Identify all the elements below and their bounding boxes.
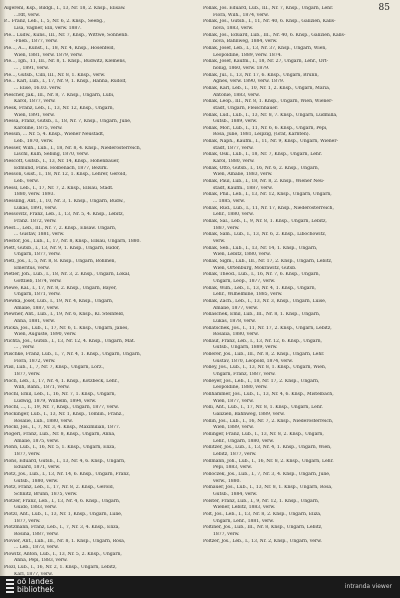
entry-line: Pollinger, Franz, Lub., I., 13, Nr. 8, 2. Knsp., Ungarn, [203, 432, 324, 437]
entry-line: Plescott, Gutsb., I., 13, Nr. 14, Knsp., Hohenbauer, [4, 159, 120, 165]
entry-line: 1887, verw. [213, 225, 240, 231]
entry-line: Pollak, Seb., Lub., I., 13, Nr. 14, 1. Knsp., Ungarn, [203, 245, 318, 251]
entry-line: Pollak, Josef, Kaufm., I., 18, Nr. 27, Ungarn, Lehr., Ort- [203, 59, 328, 65]
entry-line: Lehr., Ungarn, 1880, verw. [213, 438, 275, 444]
entry-line: Wien, Amalie, 1883, verw. [213, 172, 273, 178]
entry-line: Eduard, 1871, verw. [14, 465, 61, 471]
viewer-label: intranda viewer [344, 583, 392, 590]
entry-line: Antonie, 1883, verw. [213, 92, 260, 98]
library-logo-icon [6, 578, 14, 594]
entry-line: Plesk, Franz, Leb., I., 13, Nr. 12, Knsp., Ungarn, [4, 105, 114, 111]
entry-line: ... Elise, 16.03. verw. [14, 85, 62, 91]
entry-line: Plessovitz, Franz, Leb., I., 13, Nr. 5, 4. Knsp., Lebitz, [4, 212, 124, 218]
entry-line: Karoline, 1875, verw. [14, 125, 63, 131]
entry-line: Pollak, Lud., Lub., I., 13, Nr. 8, 7. Knsp., Ungarn, Ludmilla, [203, 112, 338, 118]
entry-line: Agnes, verw. 1890, verw. 1879. [213, 79, 285, 85]
entry-line: Ple... Ludw., Kuns., III., Nr. 7, Knsp., Wittwe, Sonnenb. [4, 32, 129, 38]
entry-line: Anna, 1881, verw. [14, 318, 56, 324]
entry-line: Gustav, 1870, Leopold, 1874, verw. [213, 358, 293, 364]
entry-line: 1877, verw. [213, 531, 240, 537]
entry-line: Pollak, Theod., Lub., I., 16, Nr. 7, 6. Knsp., Ungarn, [203, 272, 320, 278]
entry-line: Ungarn, Lehr., 1881, verw. [213, 518, 275, 524]
entry-line: nova, Bahnweg, 1884, verw. [213, 39, 278, 45]
entry-line: Pollak, Jul., I., 13, Nr. 17, 6. Knsp., Ungarn, Brünn, [203, 72, 319, 78]
entry-line: Plötzl, Ant., Lub., I., 13, Nr. 1, Knsp., Ungarn, Lulie, [4, 511, 123, 517]
entry-line: -Flieb., 1877, verw. [14, 39, 58, 45]
entry-line: Edmund, Flins. Holbenach, 1877, Bezirk. [14, 165, 108, 171]
entry-line: Polt, Jos., Leb., I., 13, Nr. 8, 2. Knsp., Ungarn, Eliza, [203, 511, 322, 517]
entry-line: Ungarn, Leop., 1877, verw. [213, 278, 276, 284]
entry-line: Pollerer, Jos., Lub., III., Nr. 8, 2. Knsp., Ungarn, Lehr. [203, 352, 325, 358]
entry-line: honig, 1860, verw. 1879. [213, 65, 270, 71]
entry-line: Plötzer, Franz, Leb., I., 13, Nr. 4, 6. Knsp., Ungarn, [4, 498, 121, 504]
entry-line: Pollak, Phil., Leb., I., 13, Nr. 12, Knsp., Ungarn, Ungarn, [203, 192, 332, 198]
entry-line: Flora, 1872, verw. [14, 358, 56, 364]
entry-line: Plessa, Franz, Gutsb., I., 18, Nr. 7, Knsp., Ungarn, Julie, [4, 119, 132, 125]
entry-line: Lukas, 1891, verw. [14, 205, 57, 211]
entry-line: Plestor, Jos., Lub., I., 17, Nr. 8, Knsp., Ellsau, Ungarn, 1880. [4, 238, 141, 244]
entry-line: Plesser, Wilh., Lub., I., 18, Nr. 8, 4. Knsp., Niederösterreich, [4, 145, 142, 151]
entry-line: Pollitzer, Jos., Lub., I., 13, Nr. 4, 1. Knsp., Ungarn, Wien, [203, 445, 332, 451]
entry-line: Ple..., Gutsb., Cilli, III., Nr. 8, 1. Knsp., verw. [4, 72, 106, 78]
entry-line: Gutsb., 1884, verw. [213, 491, 258, 497]
entry-line: Wien, 1889, verw. [213, 425, 254, 431]
entry-line: Gutsb., 1889, verw. [213, 119, 258, 125]
entry-line: Pollak, Karl, Leb., I., 10, Nr. 1, 2. Knsp., Ungarn, Maria, [203, 85, 331, 91]
entry-line: Pollak, Josef, Leb., I., 13, Nr. 37, Knsp., Ungarn, Wien, [203, 45, 327, 51]
entry-line: Ungarn, 1877, verw. [14, 252, 61, 258]
entry-line: Rosalia, 1880, verw. [213, 332, 259, 338]
entry-line: Plewka, Josef, Lub., I., 19, Nr. 4, Knsp., Ungarn, [4, 298, 114, 304]
entry-line: Plessling, Ant., I., 10, Nr. 3, 1. Knsp., Ungarn, Budw., [4, 199, 125, 205]
entry-line: ... , verw. [14, 345, 35, 351]
entry-line: Karol, 1880, verw. [213, 159, 255, 165]
entry-line: ... Leb., 1873, verw. [14, 545, 59, 551]
entry-line: Ludwig, 1879, Wilhelm, 1894, verw. [14, 398, 97, 404]
entry-line: Pollhammer, Jos., Lub., I., 13, Nr. 4, 6. Knsp., Mistelbach, [203, 392, 334, 398]
entry-line: Franz. 1872, verw. [14, 219, 57, 224]
viewer-footer [0, 576, 400, 598]
entry-line: Anna, Pepi, 1883, verw. [14, 558, 68, 564]
entry-line: ...rdt, verw. [14, 12, 40, 18]
entry-line: Polster, Franz, Lub., I., 9, Nr. 12, 1. Knsp., Ungarn, [203, 498, 320, 504]
entry-line: verw., 1880. [213, 478, 241, 484]
entry-line: Plözl, Lub., I., 16, Nr. 2, 1. Knsp., Ungarn, Lebitz, [4, 565, 117, 571]
entry-line: Plotz, Franz, Leb., I., 17, Nr. 8, 2. Knsp., Gerold, [4, 485, 114, 491]
entry-line: ... 1885, verw. [213, 199, 246, 205]
entry-line: Flora, Wilh., 1874, verw. [213, 12, 269, 18]
library-logo[interactable] [6, 578, 54, 594]
entry-line: Plewe, Kal., I., 17, Nr. 8, 2. Knsp., Ungarn, Bayer, [4, 285, 117, 291]
entry-line: Polleyer, Jos., Leb., I., 18, Nr. 17, 2. Knsp., Ungarn, [203, 378, 320, 384]
entry-line: Ungarn, Franz, 1887, verw. [213, 372, 276, 378]
entry-line: Guido, 1883, verw. [14, 505, 57, 511]
entry-line: stadt, Ungarn, Fleischhauer. [213, 105, 279, 111]
entry-line: Ple... Karl, Lub., I., 17, Nr. 9, 1. Knsp., Hanna, Rudolf, [4, 79, 127, 85]
entry-line: Wien, 1891, verw. [14, 112, 55, 118]
entry-line: Pollak, Sam., Lub., I., 13, Nr. 6, 2. Knsp., Libochowitz, [203, 232, 327, 238]
entry-line: 1877, verw. [14, 518, 41, 524]
entry-line: P... Franz, Leb., I., 5, Nr. 6, 2. Knsp., Seebg., [4, 19, 105, 25]
entry-line: Pollmann, Joh., Lub., I., 16, Nr. 8, 2. Knsp., Ungarn, Lehr. [203, 458, 334, 464]
entry-line: Pollak, Naph., Kaufm., I., 11, Nr. 9, Knsp., Ungarn, Wiener- [203, 139, 338, 145]
entry-line: Plesson, Gust., I., 18, Nr. 12, 1. Knsp., Lehrer, Gerold, [4, 172, 127, 178]
entry-line: 1877, verw. [14, 372, 41, 378]
entry-line: Plewner, Ant., Lub., I., 19, Nr. 6, Knsp., Kl. Steinfeld, [4, 312, 125, 318]
page-number: 85 [378, 3, 390, 13]
entry-line: Plöckinger, Lub., I., 13, Nr. 1, Knsp., Tomlin., Franz., [4, 412, 124, 418]
entry-line: 1877, verw. [14, 451, 41, 457]
entry-line: Pletl, Jos., I., 5, Nr. 8, 8. Knsp., Ungarn, Böhmen, [4, 258, 116, 264]
entry-line: Plest..., Leb., III., Nr. 7, 2. Knsp., Elisaw. Ungarn, [4, 225, 117, 231]
entry-line: Plett, Gutsb., I., 13, Nr. 9, 1. Knsp., Ungarn, Isidor, [4, 245, 120, 251]
entry-line: Plisl, Lub., I., 7, Nr. 7, Knsp., Ungarn, Lorz., [4, 365, 105, 371]
entry-line: 1880, verw. 1893. [14, 192, 55, 198]
entry-line: Polli, Ant., Lub., I., 17, Nr. 8, 1. Knsp., Ungarn, Lehr. [203, 405, 323, 411]
entry-line: Pollak, Wilh., Leb., I., 13, Nr. 4, 1. Knsp., Ungarn, [203, 285, 316, 291]
entry-line: Plichta, Jos., Gutsb., I., 13, Nr. 12, 4. Knsp., Ungarn, Mat. [4, 338, 136, 344]
entry-line: Lukas, 1878, verw. [213, 318, 256, 324]
entry-line: Ploch, Leb., I., 17, Nr. 4, 1. Knsp., Kotzbeck, Lehr., [4, 378, 120, 384]
entry-line: Leopoldine, 1880, verw. [213, 385, 268, 391]
entry-line: Plöhs, Eduard, Gutsb., I., 13, Nr. 4, 6. Knsp., Ungarn, [4, 458, 126, 464]
entry-line: Emeritus, verw. [14, 265, 50, 271]
entry-line: Leb., verw. [14, 179, 39, 185]
entry-line: Wiener, Lebitz, 1883, verw. [213, 505, 276, 511]
entry-line: Pollatschek, Jos., I., 11, Nr. 17, 2. Knsp., Ungarn, Lebitz, [203, 325, 332, 331]
entry-line: Pollak, Leop., III., Nr. 8, 1. Knsp., Ungarn, Wien, Wiener- [203, 99, 333, 105]
entry-line: Leb., 1870, verw. [14, 139, 54, 145]
entry-line: ... Gustav, 1881, verw. [14, 232, 65, 238]
entry-line: Pollak, Jos. Eduard, Lub., III., Nr. 7, Knsp., Ungarn, Lehr. [203, 6, 334, 11]
entry-line: Poltiner, Jos., Lub., III., Nr. 8, Knsp., Ungarn, Lebitz, [203, 525, 323, 531]
left-text-column [4, 6, 194, 576]
entry-line: Wilh, Bahn., 1871, verw. [14, 385, 70, 391]
entry-line: Pollak, Zach., Leb., I., 13, Nr. 3, Knsp., Ungarn, Luise, [203, 298, 327, 304]
entry-line: Pollaschek, Emil, Lub., III., Nr. 8, 1. Knsp., Ungarn, [203, 312, 321, 318]
entry-line: Lischl, Kuln, Sebing, 1870, verw. [14, 152, 89, 158]
entry-line: Pollak, Rud., Lub., I., 11, Nr. 17, Knsp., Niederösterreich, [203, 205, 334, 211]
right-text-column [203, 6, 393, 545]
entry-line: Plötz, Jos., Lub., I., 13, Nr. 14, 6. Knsp., Ungarn, Franz, [4, 471, 131, 477]
entry-line: Pletler, Joh., Lub., I., 18, Nr. 3, 2. Knsp., Ungarn, Lokal, [4, 272, 131, 278]
entry-line: Polloczek, Jos., Lub., I., 7, Nr. 3, 4. Knsp., Ungarn, Julie, [203, 471, 331, 477]
entry-line: Polley, Jos., Lub., I., 13, Nr. 8, 1. Knsp., Ungarn, Wien, [203, 365, 327, 371]
entry-line: Rosina, 1887, verw. [14, 531, 59, 537]
entry-line: Lehr., Wilhelmine, 1885, verw. [213, 292, 283, 298]
entry-line: Poltzer, Jos., Leb., I., 13, Nr. 2, Knsp., Ungarn, verw. [203, 538, 322, 544]
entry-line: Ple..., A..., Kunst., I., 18, Nr. 4, Knsp., Hosenfeld, [4, 45, 115, 51]
entry-line: Plicka, Jos., Lub., I., 17, Nr. 6, 1. Knsp., Ungarn, Janes, [4, 325, 129, 331]
entry-line: ... , 1891, verw. [14, 65, 49, 71]
entry-line: stadt, Kaufm., 1887, verw. [213, 185, 273, 191]
entry-line: Amalie, 1877, verw. [213, 305, 259, 311]
entry-line: Ungarn, 1871, verw. [14, 292, 61, 298]
entry-line: Plessl, Leb., I., 17, Nr. 7, 2. Knsp., Ellsau, Stadt. [4, 185, 114, 191]
entry-line: Pollak, Jos., Eduard, Lub., III., Nr. 40, 6. Knsp., Galizien, Kalls- [203, 32, 346, 38]
entry-line: Lebitz, 1877, verw. [213, 451, 257, 457]
entry-line: Plöhn, Lub., I., 16, Nr. 5, 1. Knsp., Ungarn, Eliza, [4, 445, 116, 451]
entry-line: stadt, 1877, verw. [213, 145, 254, 151]
entry-line: verw. [213, 238, 226, 244]
entry-line: Wien, Auguste, 1890, verw. [14, 332, 77, 338]
entry-line: Leopoldine, 1889, verw. 1874. [213, 52, 282, 58]
entry-line: Polnauer, Jos., Lub., I., 13, Nr. 8, 1. Knsp., Ungarn, Rosa, [203, 485, 333, 491]
entry-line: Lisa, Vagner, Elli, verw. 1887. [14, 25, 82, 31]
entry-line: Gutsb., 1880, verw. [14, 478, 59, 484]
entry-line: Wien, Ortenburg, Mokrawitz, Gutsb. [213, 265, 297, 271]
entry-line: Rosalie, Lub., 1880, verw. [14, 418, 73, 424]
entry-line: Plessin, ... Nr. 5, 4. Knsp., Wiener Neustadt, [4, 132, 105, 138]
entry-line: Pollak, Jos., Gutsb., I., 11, Nr. 40, 6. Knsp., Galizien, Kalls- [203, 19, 336, 25]
entry-line: Plöckl, Jos., I., 7, Nr. 3, 4. Knsp., Maximilian, 1877. [4, 425, 121, 431]
entry-line: Gottlieb, 1874, verw. [14, 278, 62, 284]
entry-line: Amalie, 1875, verw. [14, 438, 60, 444]
entry-line: Amalie, 1887, verw. [14, 305, 60, 311]
entry-line: Plowitz, Anton, Lub., I., 13, Nr. 5, 2. Knsp., Ungarn, [4, 551, 122, 557]
entry-line: Plöchl, ..., I., 19, Nr. 7, Knsp., Ungarn, 1877, verw. [4, 405, 119, 411]
entry-line: Pollin, Jos., Lub., I., 16, Nr. 7, 2. Knsp., Niederösterreich, [203, 418, 334, 424]
entry-line: Gutsb., Ungarn, 1889, verw. [213, 345, 278, 351]
entry-line: Pollak, Osk., Lub., I., 18, Nr. 7, Knsp., Ungarn, Lehr. [203, 152, 322, 158]
entry-line: Plöchl, Emil, Leb., I., 16, Nr. 7, 1. Knsp., Ungarn, [4, 392, 116, 398]
entry-line: Plovier, Ant., Lub., III., Nr. 8, 1. Knsp., Ungarn, Rosa, [4, 538, 126, 544]
entry-line: Galizien, Bahnweg, 1889, verw. [213, 412, 285, 418]
logo-line-2: bibliothek [17, 585, 55, 594]
entry-line: Lehr., 1880, verw. [213, 212, 254, 218]
entry-line: Wien, 1877, verw. [213, 398, 254, 404]
entry-line: Pollak, Sal., Leb., I., 9, Nr. 8, 1. Knsp., Ungarn, Lebitz, [203, 219, 327, 224]
entry-line: nova, 1883, verw. [213, 25, 254, 31]
entry-line: Wien, 1881, verw. 1879, verw. [14, 52, 83, 58]
entry-line: Algerenl, Ksp., Bildgl., I., 13, Nr. 18, 2. Knsp., Elisaw. [4, 6, 126, 11]
library-logo-text [17, 578, 54, 594]
entry-line: Karl, 1877, verw. [14, 571, 53, 576]
entry-line: Rosa, Julie, 1881, Leipzig, (Graf, Kärnten). [213, 132, 310, 138]
entry-line: Pollauf, Franz, Leb., I., 13, Nr. 12, 6. Knsp., Ungarn, [203, 338, 322, 344]
entry-line: Pollak, Paul, Lub., I., 18, Nr. 8, 2. Knsp., Wiener Neu- [203, 179, 325, 185]
entry-line: Plischke, Franz, Lub., I., 7, Nr. 4, 1. Knsp., Ungarn, Ungarn, [4, 352, 142, 358]
entry-line: Plescher, Jak., III., Nr. 8, 7. Knsp., Ungarn, Lubi, [4, 92, 115, 98]
entry-line: Pepi, 1883, verw. [213, 465, 253, 471]
entry-line: Wien, Lebitz, 1880, verw. [213, 252, 271, 258]
entry-line: Plotzmann, Franz, Leb., I., 7, Nr. 3, 4. Knsp., Eliza, [4, 525, 120, 531]
logo-line-1: oö landes [17, 577, 54, 586]
entry-line: Plögerl, Franz, Lub., Nr. 8, Knsp., Ungarn, Anna, [4, 432, 116, 437]
entry-line: Pollak, Mor., Lub., I., 11, Nr. 6, 6. Knsp., Ungarn, Pepi, [203, 125, 328, 131]
entry-line: Pollak, Otto, Gutsb., I., 16, Nr. 6, 2. Knsp., Ungarn, [203, 165, 320, 171]
entry-line: Ple..., Ign., 11, III., Nr. 8, 1. Knsp., Budwitz, Klemens, [4, 59, 127, 65]
entry-line: Pollak, Sigm., Lub., III., Nr. 17, 2. Knsp., Ungarn, Lebitz, [203, 258, 333, 264]
entry-line: Karol, 1877, verw. [14, 99, 56, 105]
entry-line: Schnitz, Brunn, 1875, verw. [14, 491, 78, 497]
